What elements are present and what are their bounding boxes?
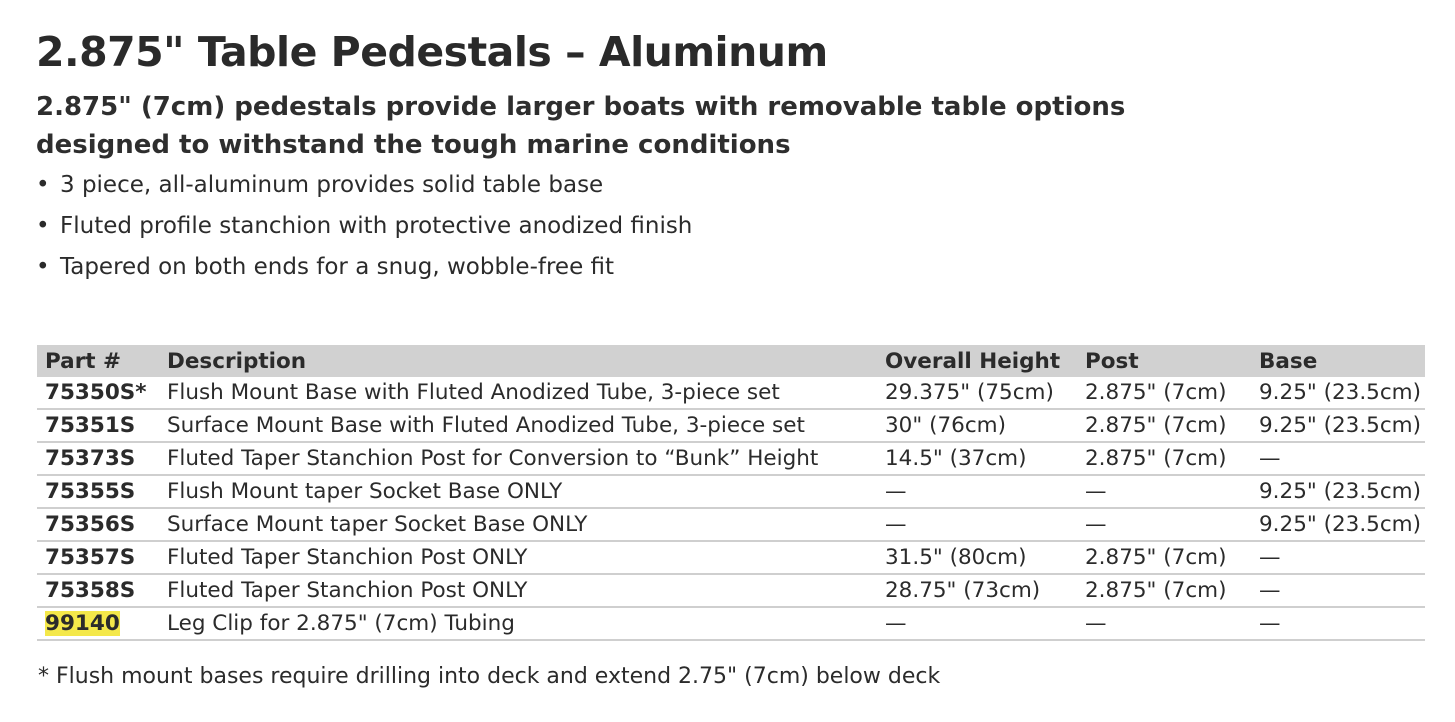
page-subtitle: 2.875" (7cm) pedestals provide larger boats with removable table options designed to withstand the tough marine conditions	[36, 92, 1126, 160]
header-post: Post	[1077, 345, 1251, 377]
description-cell: Surface Mount taper Socket Base ONLY	[159, 508, 877, 541]
part-number: 75355S	[37, 475, 159, 508]
part-number: 75350S*	[37, 377, 159, 409]
header-part: Part #	[37, 345, 159, 377]
base-cell: —	[1251, 574, 1425, 607]
spec-table	[37, 345, 1425, 641]
part-number: 75373S	[37, 442, 159, 475]
base-cell: —	[1251, 442, 1425, 475]
table-row	[37, 607, 1425, 640]
description-cell: Surface Mount Base with Fluted Anodized Tube, 3-piece set	[159, 409, 877, 442]
bullet-glyph: •	[36, 254, 50, 280]
base-cell: 9.25" (23.5cm)	[1251, 475, 1425, 508]
part-number: 75351S	[37, 409, 159, 442]
description-cell: Leg Clip for 2.875" (7cm) Tubing	[159, 607, 877, 640]
bullet-glyph: •	[36, 213, 50, 239]
table-row	[37, 409, 1425, 442]
table-row	[37, 541, 1425, 574]
feature-item	[36, 165, 692, 206]
description-cell: Fluted Taper Stanchion Post for Conversion to “Bunk” Height	[159, 442, 877, 475]
overall-height-cell: —	[877, 475, 1077, 508]
post-cell: —	[1077, 607, 1251, 640]
overall-height-cell: —	[877, 508, 1077, 541]
part-number: 75357S	[37, 541, 159, 574]
header-description: Description	[159, 345, 877, 377]
overall-height-cell: 30" (76cm)	[877, 409, 1077, 442]
table-row	[37, 377, 1425, 409]
post-cell: 2.875" (7cm)	[1077, 574, 1251, 607]
part-number: 75356S	[37, 508, 159, 541]
feature-list	[36, 165, 692, 288]
highlighted-part-number: 99140	[45, 611, 120, 636]
post-cell: 2.875" (7cm)	[1077, 442, 1251, 475]
overall-height-cell: —	[877, 607, 1077, 640]
table-header-row	[37, 345, 1425, 377]
feature-text: 3 piece, all-aluminum provides solid table base	[60, 172, 604, 198]
feature-text: Tapered on both ends for a snug, wobble-free fit	[60, 254, 615, 280]
table-row	[37, 475, 1425, 508]
post-cell: 2.875" (7cm)	[1077, 409, 1251, 442]
table-row	[37, 442, 1425, 475]
base-cell: —	[1251, 541, 1425, 574]
overall-height-cell: 31.5" (80cm)	[877, 541, 1077, 574]
part-number: 75358S	[37, 574, 159, 607]
description-cell: Fluted Taper Stanchion Post ONLY	[159, 541, 877, 574]
post-cell: 2.875" (7cm)	[1077, 541, 1251, 574]
feature-item	[36, 247, 692, 288]
overall-height-cell: 14.5" (37cm)	[877, 442, 1077, 475]
header-base: Base	[1251, 345, 1425, 377]
base-cell: 9.25" (23.5cm)	[1251, 508, 1425, 541]
post-cell: —	[1077, 508, 1251, 541]
base-cell: 9.25" (23.5cm)	[1251, 409, 1425, 442]
footnote: * Flush mount bases require drilling into deck and extend 2.75" (7cm) below deck	[38, 664, 941, 689]
description-cell: Fluted Taper Stanchion Post ONLY	[159, 574, 877, 607]
description-cell: Flush Mount taper Socket Base ONLY	[159, 475, 877, 508]
part-number	[37, 607, 159, 640]
base-cell: 9.25" (23.5cm)	[1251, 377, 1425, 409]
overall-height-cell: 28.75" (73cm)	[877, 574, 1077, 607]
feature-text: Fluted profile stanchion with protective anodized finish	[60, 213, 693, 239]
base-cell: —	[1251, 607, 1425, 640]
table-row	[37, 508, 1425, 541]
feature-item	[36, 206, 692, 247]
description-cell: Flush Mount Base with Fluted Anodized Tube, 3-piece set	[159, 377, 877, 409]
overall-height-cell: 29.375" (75cm)	[877, 377, 1077, 409]
table-row	[37, 574, 1425, 607]
bullet-glyph: •	[36, 172, 50, 198]
header-overall-height: Overall Height	[877, 345, 1077, 377]
page-title: 2.875" Table Pedestals – Aluminum	[36, 28, 828, 76]
post-cell: 2.875" (7cm)	[1077, 377, 1251, 409]
post-cell: —	[1077, 475, 1251, 508]
